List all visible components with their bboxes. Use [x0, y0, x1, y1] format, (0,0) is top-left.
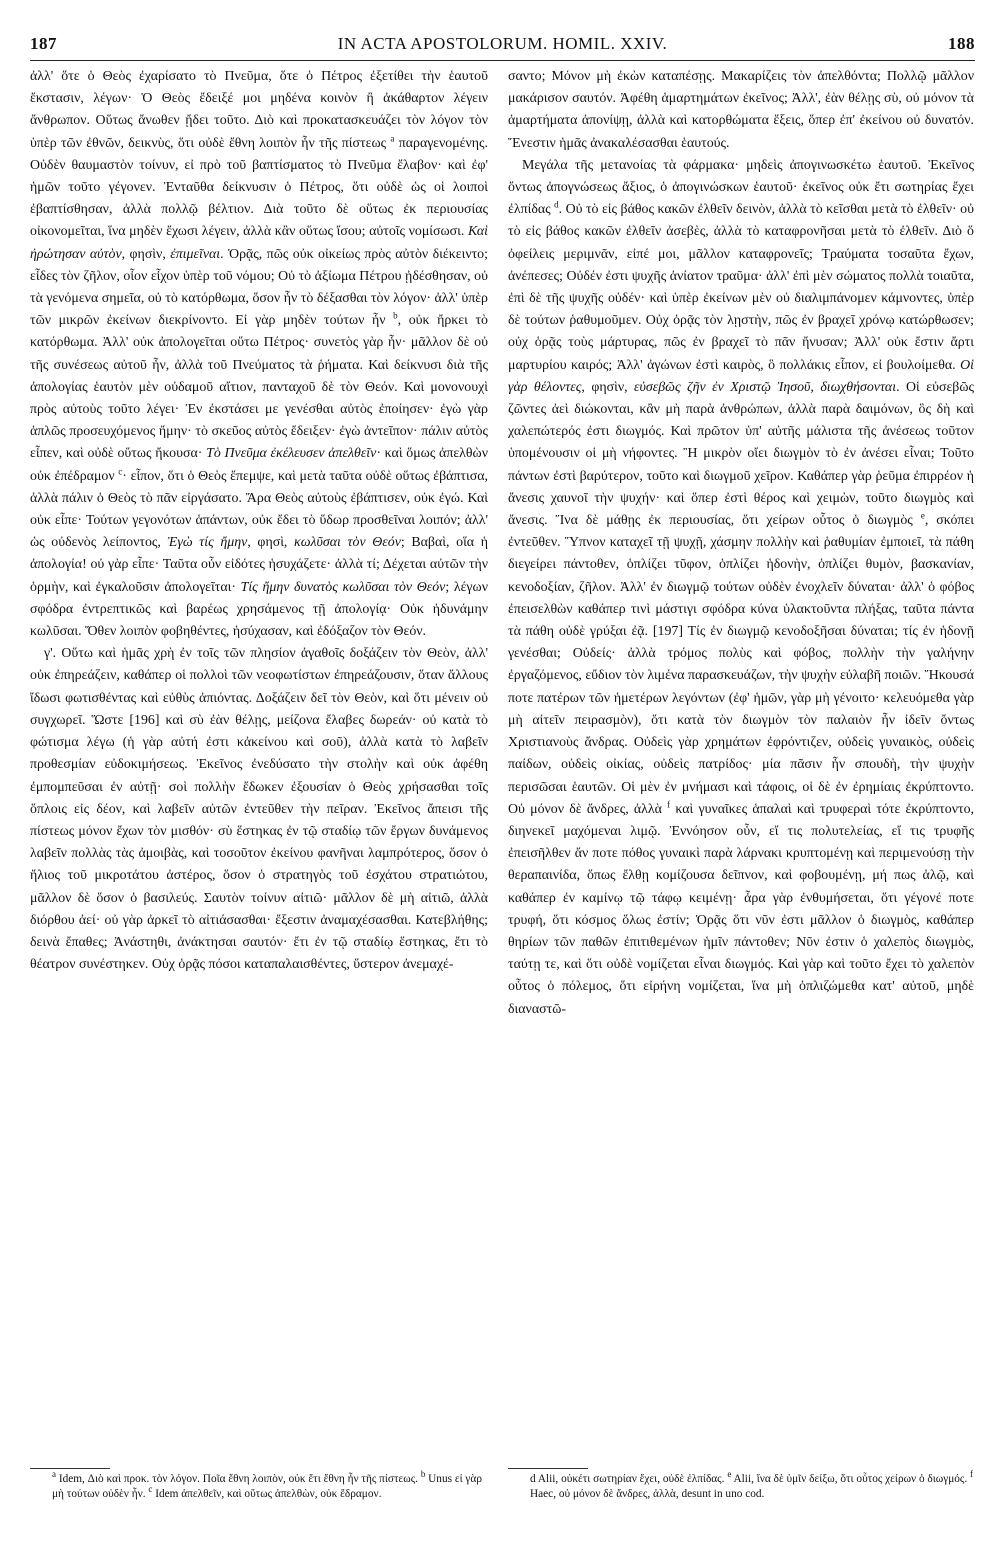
- paragraph: Μεγάλα τῆς μετανοίας τὰ φάρμακα· μηδεὶς ἀπογινωσκέτω ἑαυτοῦ. Ἐκεῖνος ὄντως ἀπογνώσεως ἄξιος, ὁ ἀπογινώσκων ἑαυτοῦ· ἐκεῖνος οὐκ ἔτι σωτηρίας ἔχει ἐλπίδας $^d$. Οὐ τὸ εἰς βάθος κακῶν ἐλθεῖν δεινὸν, ἀλλὰ τὸ κεῖσθαι μετὰ τὸ ἐλθεῖν· οὐ τὸ εἰς βάθος κακῶν ἐλθεῖν ἀσεβὲς, ἀλλὰ τὸ καταφρονῆσαι μετὰ τὸ ἐλθεῖν. Διὸ ὅ ὀφείλεις μεριμνᾶν, εἰπέ μοι, μᾶλλον καταφρονεῖς; Τραύματα τοσαῦτα ἔχων, ἀνέπεσες; Οὐδέν ἐστι ψυχῆς ἀνίατον τραῦμα· ἀλλ' ἐπὶ μὲν σώματος πολλὰ τοιαῦτα, ἐπὶ δὲ τῆς ψυχῆς οὐδέν· καὶ ὑπὲρ ἐκείνων μὲν οὐ διαλιμπάνομεν κάμνοντες, ὑπὲρ δὲ τούτων ῥαθυμοῦμεν. Οὐχ ὁρᾷς τὸν λῃστὴν, πῶς ἐν βραχεῖ χρόνῳ κατώρθωσεν; οὐχ ὁρᾷς τοὺς μάρτυρας, πῶς ἐν βραχεῖ τὸ πᾶν ἤνυσαν; Ἀλλ' οὐκ ἔστιν ἄρτι μαρτυρίου καιρός; Ἀλλ' ἀγώνων ἐστὶ καιρὸς, ὃ πολλάκις εἶπον, εἰ βουλοίμεθα. Οἱ γὰρ θέλοντες, φησὶν, εὐσεβῶς ζῆν ἐν Χριστῷ Ἰησοῦ, διωχθήσονται. Οἱ εὐσεβῶς ζῶντες ἀεὶ διώκονται, κἂν μὴ παρὰ ἀνθρώπων, ἀλλὰ παρὰ δαιμόνων, ὃς δὴ καὶ χαλεπώτερός ἐστι διωγμός. Καὶ πρῶτον ὑπ' αὐτῆς μάλιστα τῆς ἀνέσεως τοῦτον ὑπομένουσιν οἱ μὴ νήφοντες. Ἢ μικρὸν οἴει διωγμὸν τὸ ἐν ἀνέσει εἶναι; Τοῦτο πάντων ἐστὶ βαρύτερον, τοῦτο καὶ διωγμοῦ χεῖρον. Καθάπερ γὰρ ῥεῦμα ἐπιρρέον ἡ ἄνεσις χαυνοῖ τὴν ψυχήν· καὶ ὅπερ ἐστὶ θέρος καὶ χειμὼν, τοῦτο διωγμὸς καὶ ἄνεσις. Ἵνα δὲ μάθῃς ἐκ περιουσίας, ὅτι χείρων οὗτος ὁ διωγμὸς $^e$, σκόπει ἐντεῦθεν. Ὕπνον καταχεῖ τῇ ψυχῇ, χάσμην πολλὴν καὶ ῥαθυμίαν ἐμποιεῖ, τὰ πάθη διεγείρει πάντοθεν, ὁπλίζει τῦφον, ὁπλίζει ἡδονὴν, ὁπλίζει θυμὸν, βασκανίαν, κενοδοξίαν, ζῆλον. Ἀλλ' ἐν διωγμῷ τούτων οὐδὲν ἐνοχλεῖν δύναται· ἀλλ' ὁ φόβος ἐπεισελθὼν καθάπερ τινὶ μάστιγι σφόδρα κύνα ὑλακτοῦντα πλήξας, ταῦτα πάντα τὰ πάθη οὐδὲ γρύξαι ἐᾷ. [197] Τίς ἐν διωγμῷ κενοδοξῆσαι δύναται; τίς ἐν ἡδονῇ γενέσθαι; Οὐδείς· ἀλλὰ τρόμος πολὺς καὶ φόβος, πολλὴν τὴν γαλήνην ἐργαζόμενος, εὔδιον τὸν λιμένα παρασκευάζων, τὴν ψυχὴν εὐλαβῆ ποιῶν. Ἤκουσά ποτε πατέρων τῶν ἡμετέρων λεγόντων (ἐφ' ἡμῶν, γὰρ μὴ γένοιτο· κελευόμεθα γὰρ μὴ αἰτεῖν πειρασμὸν), ὅτι κατὰ τὸν διωγμὸν τὸν παλαιὸν ἦν ἰδεῖν ὄντως Χριστιανοὺς ἄνδρας. Οὐδεὶς γὰρ χρημάτων ἐφρόντιζεν, οὐδεὶς γυναικὸς, οὐδεὶς παίδων, οὐδεὶς οἰκίας, οὐδεὶς πατρίδος· μία πᾶσιν ἦν σπουδὴ, τὴν ψυχὴν περισῶσαι ἑαυτῶν. Οἱ μὲν ἐν μνήμασι καὶ τάφοις, οἱ δὲ ἐν ἐρημίαις ἐκρύπτοντο. Οὐ μόνον δὲ ἄνδρες, ἀλλὰ $^f$ καὶ γυναῖκες ἁπαλαὶ καὶ τρυφεραὶ τότε ἐκρύπτοντο, διηνεκεῖ μαχόμεναι λιμῷ. Ἐννόησον οὖν, εἴ τις πολυτελείας, εἴ τις τρυφῆς ἐπεισῆλθεν ἄν ποτε πόθος γυναικὶ παρὰ λάρνακι κρυπτομένῃ καὶ περιμενούσῃ τὴν θεραπαινίδα, ὅπως ἔλθῃ κομίζουσα δεῖπνον, καὶ φοβουμένῃ, μή πως ἁλῷ, καὶ καθάπερ ἐν καμίνῳ τῷ τάφῳ κειμένῃ· ἆρα γὰρ ἐνθυμήσεται, ὅτι γέγονέ ποτε τρυφή, ὅτι κόσμος ὅλως ἐστίν; Ὁρᾷς ὅτι νῦν ἐστι μᾶλλον ὁ διωγμὸς, καθάπερ θηρίων τῶν παθῶν ἐπιτιθεμένων ἡμῖν πάντοθεν; Νῦν ἐστιν ὁ χαλεπὸς διωγμὸς, ταύτῃ τε, καὶ ὅτι οὐδὲ νομίζεται εἶναι διωγμός. Καὶ γὰρ καὶ τοῦτο ἔχει τὸ χαλεπὸν οὗτος ὁ πόλεμος, ὅτι εἰρήνη νομίζεται, ἵνα μὴ ὁπλιζώμεθα κατ' αὐτοῦ, μηδὲ διαναστῶ-: [508, 157, 975, 1017]
- page-number-right: 188: [948, 34, 975, 53]
- page-number-left: 187: [30, 34, 57, 53]
- left-column: [30, 66, 488, 976]
- header-rule: [30, 60, 975, 61]
- paragraph: σαντο; Μόνον μὴ ἐκὼν καταπέσῃς. Μακαρίζεις τὸν ἀπελθόντα; Πολλῷ μᾶλλον μακάρισον σαυτόν. Ἀφέθη ἁμαρτημάτων ἐκεῖνος; Ἀλλ', ἐὰν θέλῃς σὺ, οὐ μόνον τὰ ἁμαρτήματα ἀπονίψῃ, ἀλλὰ καὶ κατορθώματα ἕξεις, ὅπερ ἐπ' ἐκείνου οὐ δυνατόν. Ἔνεστιν ἡμᾶς ἀνακαλέσασθαι ἑαυτούς.: [508, 69, 974, 151]
- running-head: IN ACTA APOSTOLORUM. HOMIL. XXIV.: [337, 34, 668, 53]
- footnotes-left: $^a$ Idem, Διὸ καὶ προκ. τὸν λόγον. Ποῖα ἔθνη λοιπὸν, οὐκ ἔτι ἔθνη ἦν τῆς πίστεως. $^b$ Unus εἰ γὰρ μὴ τούτων οὐδὲν ἦν. $^c$ Idem ἀπελθεῖν, καὶ οὕτως ἀπελθὼν, οὐκ ἔδραμον.: [52, 1469, 482, 1500]
- paragraph: γ'. Οὕτω καὶ ἡμᾶς χρὴ ἐν τοῖς τῶν πλησίον ἀγαθοῖς δοξάζειν τὸν Θεὸν, ἀλλ' οὐκ ἐπηρεάζειν, καθάπερ οἱ πολλοὶ τῶν νεοφωτίστων ἐπηρεάζουσιν, ὅταν ἄλλους ἴδωσι φωτισθέντας καὶ εὐθὺς ἀπιόντας. Δοξάζειν δεῖ τὸν Θεὸν, καὶ ὅτι μένειν οὐ συγχωρεῖ. Ὥστε [196] καὶ σὺ ἐὰν θέλῃς, μείζονα ἔλαβες δωρεάν· οὐ κατὰ τὸ φώτισμα λέγω (ἡ γὰρ αὐτή ἐστι κἀκείνου καὶ σοῦ), ἀλλὰ κατὰ τὸ λαβεῖν προθεσμίαν εὐδοκιμήσεως. Ἐκεῖνος ἐνεδύσατο τὴν στολὴν καὶ οὐκ ἀφέθη ἐμπομπεῦσαι ἐν αὐτῇ· σοὶ πολλὴν ἔδωκεν ἐξουσίαν ὁ Θεὸς χρήσασθαι τοῖς ὅπλοις εἰς δέον, καὶ λαβεῖν αὐτῶν ἐντεῦθεν τὴν πεῖραν. Ἐκεῖνος ἄπεισι τῆς πίστεως μόνον ἔχων τὸν μισθόν· σὺ ἕστηκας ἐν τῷ σταδίῳ τῶν ἔργων δυνάμενος λαβεῖν πολλὰς τὰς ἀμοιβὰς, καὶ τοσοῦτον ἐκείνου φανῆναι λαμπρότερος, ὅσον ὁ ἥλιος τοῦ μικροτάτου ἀστέρος, ὅσον ὁ στρατηγὸς τοῦ ἐσχάτου στρατιώτου, μᾶλλον δὲ ὅσον ὁ βασιλεύς. Σαυτὸν τοίνυν αἰτιῶ· μᾶλλον δὲ μὴ αἰτιῶ, ἀλλὰ διόρθου ἀεί· οὐ γὰρ ἀρκεῖ τὸ αἰτιάσασθαι· ἔξεστιν ἀναμαχέσασθαι. Κατεβλήθης; δεινὰ ἔπαθες; Ἀνάστηθι, ἀνάκτησαι σαυτόν· ἔτι ἐν τῷ σταδίῳ ἕστηκας, ἔτι τὸ θέατρον συνέστηκεν. Οὐχ ὁρᾷς πόσοι καταπαλαισθέντες, ὕστερον ἀνεμαχέ-: [30, 646, 488, 973]
- page-header: [30, 34, 975, 58]
- footnotes-right: d Alii, οὐκέτι σωτηρίαν ἔχει, οὐδὲ ἐλπίδας. $^e$ Alii, ἵνα δὲ ὑμῖν δείξω, ὅτι οὗτος χείρων ὁ διωγμός. $^f$ Haec, οὐ μόνον δὲ ἄνδρες, ἀλλὰ, desunt in uno cod.: [530, 1469, 974, 1500]
- paragraph: ἀλλ' ὅτε ὁ Θεὸς ἐχαρίσατο τὸ Πνεῦμα, ὅτε ὁ Πέτρος ἐξετίθει τὴν ἑαυτοῦ ἔκστασιν, λέγων· Ὁ Θεὸς ἔδειξέ μοι μηδένα κοινὸν ἢ ἀκάθαρτον λέγειν ἄνθρωπον. Οὕτως ἄνωθεν ᾔδει τοῦτο. Διὸ καὶ προκατασκευάζει τὸν λόγον τὸν ὑπὲρ τῶν ἐθνῶν, δεικνὺς, ὅτι οὐδὲ ἔθνη λοιπὸν ἦν τῆς πίστεως $^a$ παραγενομένης. Οὐδὲν θαυμαστὸν τοίνυν, εἰ πρὸ τοῦ βαπτίσματος τὸ Πνεῦμα ἔλαβον· καὶ ἐφ' ἡμῶν τοῦτο γέγονεν. Ἐνταῦθα δείκνυσιν ὁ Πέτρος, ὅτι οὐδὲ ὡς οἱ λοιποὶ ἐβαπτίσθησαν, ἀλλὰ πολλῷ βέλτιον. Διὰ τοῦτο δὲ οὕτως ἐκ περιουσίας οἰκονομεῖται, ἵνα μηδὲν ἔχωσι λέγειν, ἀλλὰ κἂν οὕτως ἴσου; αὐτοῖς νομίσωσι. Καὶ ἠρώτησαν αὐτὸν, φησὶν, ἐπιμεῖναι. Ὁρᾷς, πῶς οὐκ οἰκείως πρὸς αὐτὸν διέκειντο; εἶδες τὸν ζῆλον, οἷον εἶχον ὑπὲρ τοῦ νόμου; Οὐ τὸ ἀξίωμα Πέτρου ᾐδέσθησαν, οὐ τὰ γενόμενα σημεῖα, οὐ τὸ κατόρθωμα, ὅσον ἦν τὸ δέξασθαι τὸν λόγον· ἀλλ' ὑπὲρ τῶν μικρῶν ἐκείνων διεκρίνοντο. Εἰ γὰρ μηδὲν τούτων ἦν $^b$, οὐκ ἤρκει τὸ κατόρθωμα. Ἀλλ' οὐκ ἀπολογεῖται οὕτω Πέτρος· συνετὸς γὰρ ἦν· μᾶλλον δὲ οὐ τῆς συνέσεως αὐτοῦ ἦν, ἀλλὰ τοῦ Πνεύματος τὰ ῥήματα. Καὶ δείκνυσι διὰ τῆς ἀπολογίας ἑαυτὸν μὲν οὐδαμοῦ αἴτιον, πανταχοῦ δὲ τὸν Θεόν. Καὶ μονονουχὶ πρὸς αὐτοὺς τοῦτο λέγει· Ἐν ἐκστάσει με γενέσθαι αὐτὸς ἐποίησεν· ἐγὼ γὰρ ἁπλῶς προσευχόμενος ἤμην· τὸ σκεῦος αὐτὸς ἔδειξεν· ἐγὼ ἀντεῖπον· πάλιν αὐτὸς εἶπεν, καὶ οὐδὲ οὕτως ἤκουσα· Τὸ Πνεῦμα ἐκέλευσεν ἀπελθεῖν· καὶ ὅμως ἀπελθὼν οὐκ ἐπέδραμον $^c$· εἶπον, ὅτι ὁ Θεὸς ἔπεμψε, καὶ μετὰ ταῦτα οὐδὲ οὕτως ἐβάπτισα, ἀλλὰ πάλιν ὁ Θεὸς τὸ πᾶν εἰργάσατο. Ἄρα Θεὸς αὐτοὺς ἐβάπτισεν, οὐκ ἐγώ. Καὶ οὐκ εἶπε· Τούτων γεγονότων ἁπάντων, οὐκ ἔδει τὸ ὕδωρ προσθεῖναι λοιπόν; ἀλλ' ὡς οὐδενὸς λείποντος, Ἐγὼ τίς ἤμην, φησὶ, κωλῦσαι τὸν Θεόν; Βαβαὶ, οἵα ἡ ἀπολογία! οὐ γὰρ εἶπε· Ταῦτα οὖν εἰδότες ἡσυχάζετε· ἀλλὰ τί; Δέχεται αὐτῶν τὴν ὁρμὴν, καὶ ἐγκαλοῦσιν ἀπολογεῖται· Τίς ἤμην δυνατὸς κωλῦσαι τὸν Θεόν; λέγων σφόδρα ἐντρεπτικῶς καὶ βαρέως χρησάμενος τῇ ἀπολογίᾳ· Οὐκ ἠδυνάμην κωλῦσαι. Ὅθεν λοιπὸν φοβηθέντες, ἡσύχασαν, καὶ ἐδόξαζον τὸν Θεόν.: [30, 69, 488, 640]
- right-column: [508, 66, 974, 1021]
- footnote-rule-right: [508, 1468, 588, 1469]
- footnote-rule-left: [30, 1468, 110, 1469]
